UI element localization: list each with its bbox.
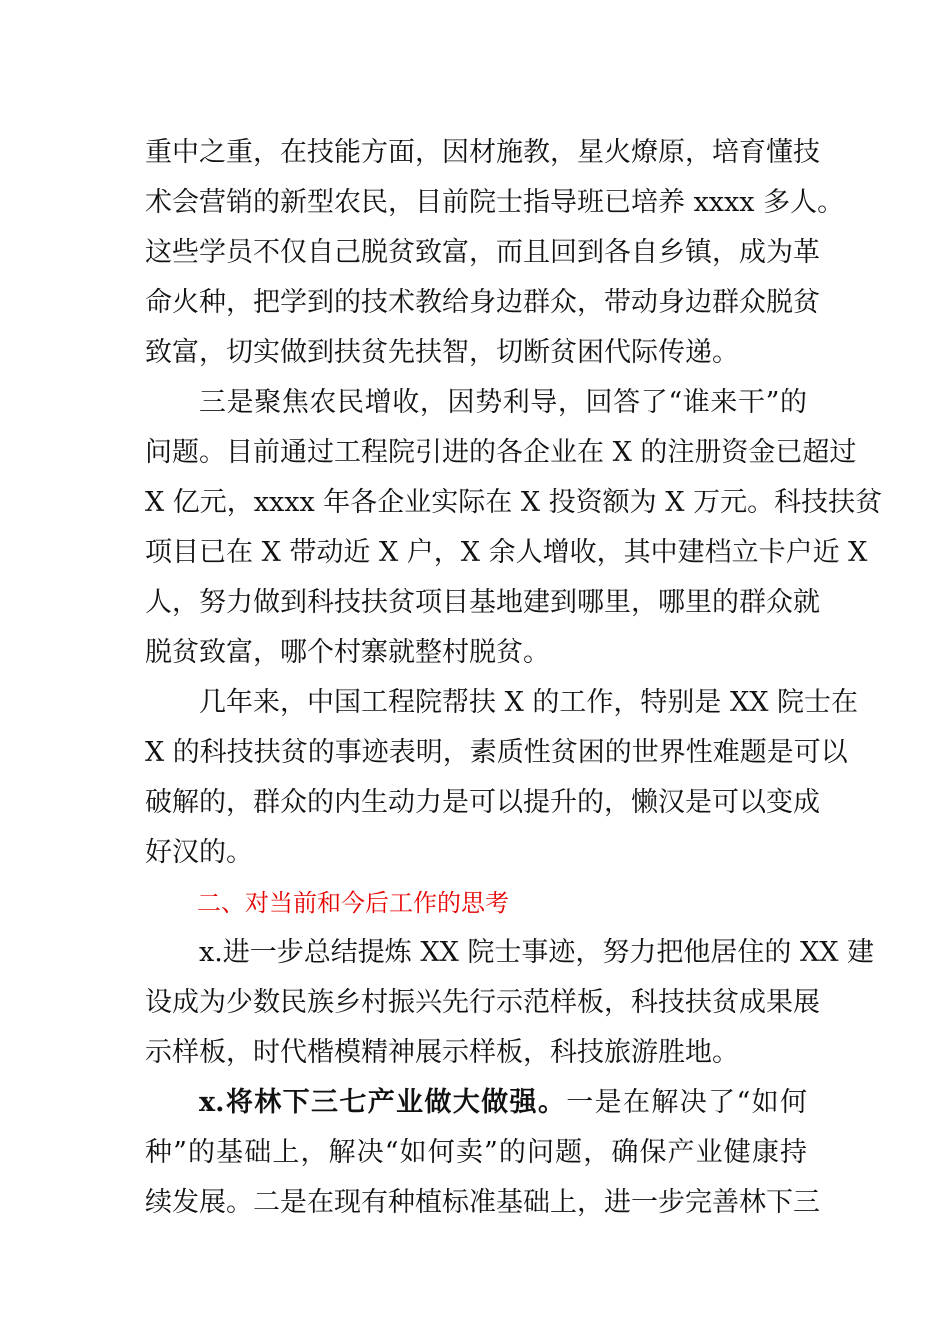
body-text-line: 设成为少数民族乡村振兴先行示范样板，科技扶贫成果展 [145,987,820,1018]
body-text-line: x.进一步总结提炼 XX 院士事迹，努力把他居住的 XX 建 [199,937,875,968]
body-text-line: X 亿元，xxxx 年各企业实际在 X 投资额为 X 万元。科技扶贫 [145,487,883,518]
body-text-line: 示样板，时代楷模精神展示样板，科技旅游胜地。 [145,1037,739,1068]
body-text-line: 问题。目前通过工程院引进的各企业在 X 的注册资金已超过 [145,437,857,468]
body-text-line: 三是聚焦农民增收，因势利导，回答了“谁来干”的 [199,387,807,418]
bold-lead-text: x.将林下三七产业做大做强。 [199,1087,567,1118]
body-text-line: 种”的基础上，解决“如何卖”的问题，确保产业健康持 [145,1137,807,1168]
body-text-line: 几年来，中国工程院帮扶 X 的工作，特别是 XX 院士在 [199,687,858,718]
body-text-line: 重中之重，在技能方面，因材施教，星火燎原，培育懂技 [145,137,820,168]
section-heading: 二、对当前和今后工作的思考 [197,889,509,917]
body-text-line: 术会营销的新型农民，目前院士指导班已培养 xxxx 多人。 [145,187,845,218]
body-text-line: 好汉的。 [145,837,253,868]
body-text-line [145,1078,807,1128]
body-text-span: 一是在解决了“如何 [566,1087,807,1118]
body-text-line: 这些学员不仅自己脱贫致富，而且回到各自乡镇，成为革 [145,237,820,268]
document-body [145,128,883,1228]
body-text-line: 项目已在 X 带动近 X 户，X 余人增收，其中建档立卡户近 X [145,537,868,568]
body-text-line: X 的科技扶贫的事迹表明，素质性贫困的世界性难题是可以 [145,737,848,768]
body-text-line: 破解的，群众的内生动力是可以提升的，懒汉是可以变成 [145,787,820,818]
body-text-line: 脱贫致富，哪个村寨就整村脱贫。 [145,637,550,668]
body-text-line: 致富，切实做到扶贫先扶智，切断贫困代际传递。 [145,337,739,368]
body-text-line: 命火种，把学到的技术教给身边群众，带动身边群众脱贫 [145,287,820,318]
body-text-line: 人，努力做到科技扶贫项目基地建到哪里，哪里的群众就 [145,587,820,618]
body-text-line: 续发展。二是在现有种植标准基础上，进一步完善林下三 [145,1187,820,1218]
